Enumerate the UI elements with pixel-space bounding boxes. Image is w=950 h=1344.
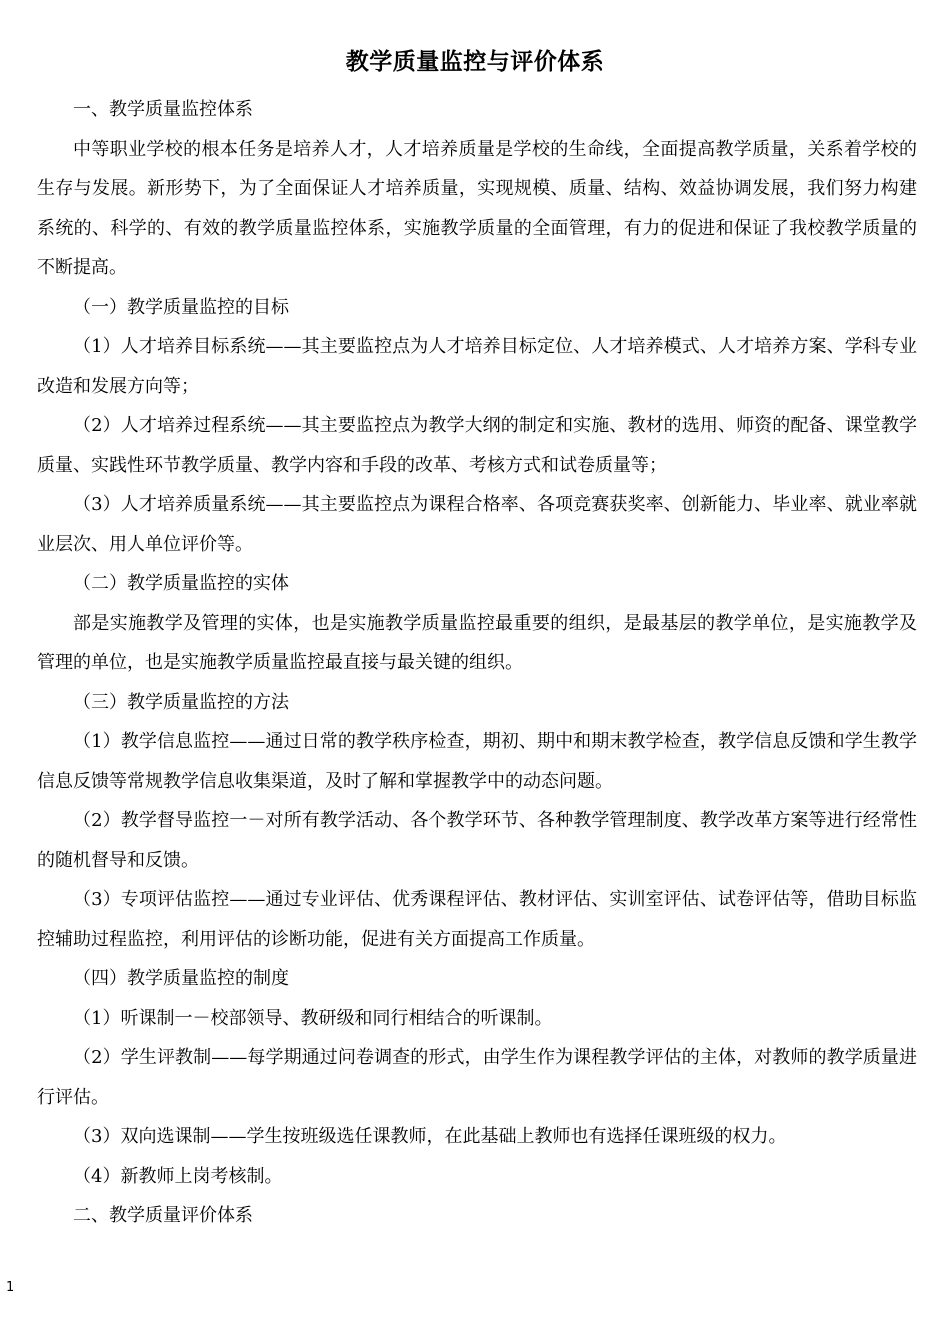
document-body bbox=[37, 90, 917, 1236]
system-item-3: （3）双向选课制——学生按班级选任课教师，在此基础上教师也有选择任课班级的权力。 bbox=[73, 1126, 787, 1147]
system-item-1: （1）听课制一－校部领导、教研级和同行相结合的听课制。 bbox=[73, 1007, 553, 1029]
system-item-2: （2）学生评教制——每学期通过问卷调查的形式，由学生作为课程教学评估的主体，对教师的教学质量进行评估。 bbox=[37, 1047, 917, 1108]
section-heading-monitoring: 一、教学质量监控体系 bbox=[73, 99, 253, 120]
document-title: 教学质量监控与评价体系 bbox=[345, 49, 605, 75]
system-item-4: （4）新教师上岗考核制。 bbox=[73, 1165, 283, 1187]
subheading-entity: （二）教学质量监控的实体 bbox=[73, 573, 289, 594]
goal-item-1: （1）人才培养目标系统——其主要监控点为人才培养目标定位、人才培养模式、人才培养方案、学科专业改造和发展方向等； bbox=[37, 336, 917, 397]
entity-paragraph: 部是实施教学及管理的实体，也是实施教学质量监控最重要的组织，是最基层的教学单位，是实施教学及管理的单位，也是实施教学质量监控最直接与最关键的组织。 bbox=[37, 612, 917, 673]
method-item-3: （3）专项评估监控——通过专业评估、优秀课程评估、教材评估、实训室评估、试卷评估等，借助目标监控辅助过程监控，利用评估的诊断功能，促进有关方面提高工作质量。 bbox=[37, 889, 917, 950]
method-item-2: （2）教学督导监控一－对所有教学活动、各个教学环节、各种教学管理制度、教学改革方案等进行经常性的随机督导和反馈。 bbox=[37, 810, 917, 871]
subheading-methods: （三）教学质量监控的方法 bbox=[73, 691, 289, 713]
goal-item-3: （3）人才培养质量系统——其主要监控点为课程合格率、各项竞赛获奖率、创新能力、毕业率、就业率就业层次、用人单位评价等。 bbox=[37, 494, 917, 555]
method-item-1: （1）教学信息监控——通过日常的教学秩序检查，期初、期中和期末教学检查，教学信息反馈和学生教学信息反馈等常规教学信息收集渠道，及时了解和掌握教学中的动态问题。 bbox=[37, 731, 917, 792]
intro-paragraph: 中等职业学校的根本任务是培养人才，人才培养质量是学校的生命线，全面提高教学质量，关系着学校的生存与发展。新形势下，为了全面保证人才培养质量，实现规模、质量、结构、效益协调发展，我们努力构建系统的、科学的、有效的教学质量监控体系，实施教学质量的全面管理，有力的促进和保证了我校教学质量的不断提高。 bbox=[37, 138, 917, 278]
page-number: 1 bbox=[6, 1280, 15, 1295]
subheading-goals: （一）教学质量监控的目标 bbox=[73, 296, 289, 318]
subheading-systems: （四）教学质量监控的制度 bbox=[73, 968, 289, 989]
goal-item-2: （2）人才培养过程系统——其主要监控点为教学大纲的制定和实施、教材的选用、师资的配备、课堂教学质量、实践性环节教学质量、教学内容和手段的改革、考核方式和试卷质量等； bbox=[37, 415, 917, 476]
section-heading-evaluation: 二、教学质量评价体系 bbox=[73, 1205, 253, 1226]
